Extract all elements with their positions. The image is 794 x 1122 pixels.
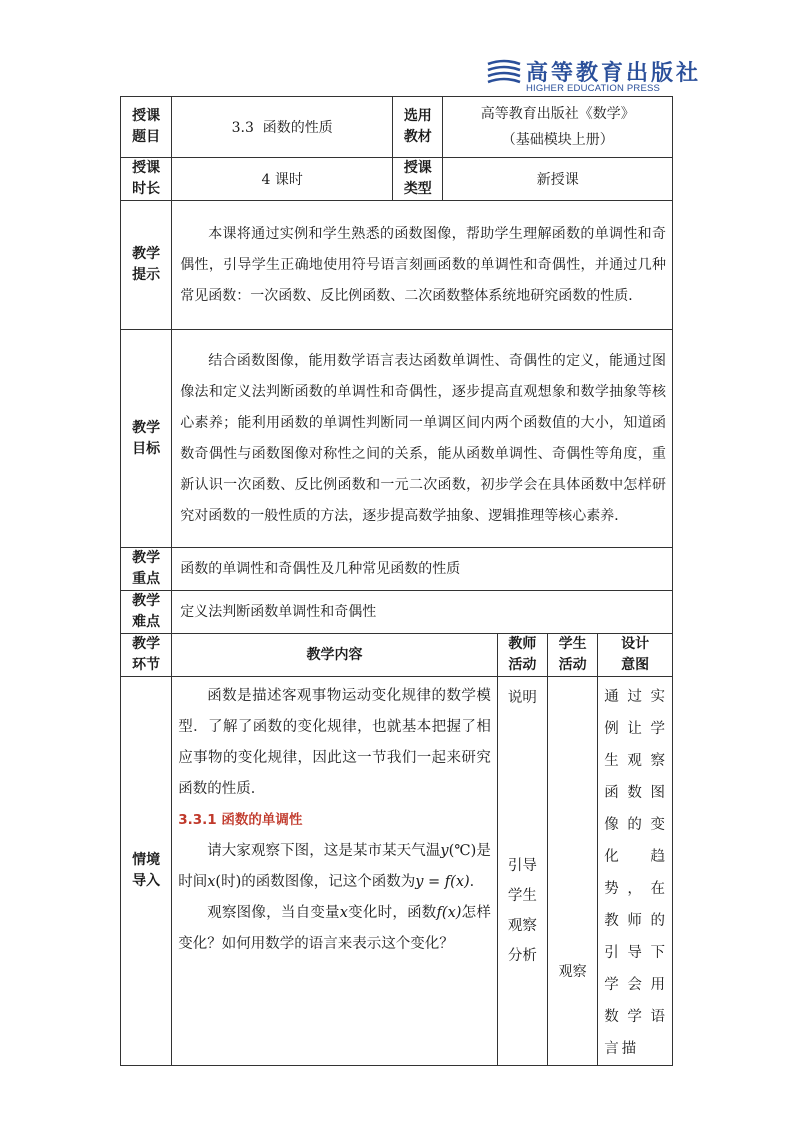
teacher-activity [497, 677, 547, 1066]
textbook-label: 选用 教材 [393, 97, 443, 158]
goal-label: 教学 目标 [121, 330, 172, 548]
textbook-line1: 高等教育出版社《数学》 [480, 106, 635, 122]
student-activity: 观察 [548, 677, 598, 1066]
goal-text: 结合函数图像，能用数学语言表达函数单调性、奇偶性的定义，能通过图像法和定义法判断函数的单调性和奇偶性，逐步提高直观想象和数学抽象等核心素养；能利用函数的单调性判断同一单调区间内两个函数值的大小，知道函数奇偶性与函数图像对称性之间的关系，能从函数单调性、奇偶性等角度，重新认识一次函数、反比例函数和一元二次函数，初步学会在具体函数中怎样研究对函数的一般性质的方法，逐步提高数学抽象、逻辑推理等核心素养． [172, 330, 673, 548]
lesson-paragraph-1: 函数是描述客观事物运动变化规律的数学模型．了解了函数的变化规律，也就基本把握了相应事物的变化规律，因此这一节我们一起来研究函数的性质． [178, 688, 491, 797]
duration-label: 授课 时长 [121, 158, 172, 201]
key-row [121, 548, 673, 591]
teacher-activity-2: 引导 学生 观察 分析 [507, 858, 537, 964]
section-heading: 3.3.1 函数的单调性 [178, 812, 303, 828]
lesson-stage: 情境 导入 [121, 677, 172, 1066]
col-student: 学生 活动 [548, 634, 598, 677]
goal-row [121, 330, 673, 548]
publisher-logo [486, 56, 702, 96]
col-stage: 教学 环节 [121, 634, 172, 677]
difficulty-row [121, 591, 673, 634]
hint-row [121, 201, 673, 330]
topic-row [121, 97, 673, 158]
hint-label: 教学 提示 [121, 201, 172, 330]
hint-text: 本课将通过实例和学生熟悉的函数图像，帮助学生理解函数的单调性和奇偶性，引导学生正确地使用符号语言刻画函数的单调性和奇偶性，并通过几种常见函数：一次函数、反比例函数、二次函数整体系统地研究函数的性质． [172, 201, 673, 330]
publisher-logo-icon [486, 58, 522, 88]
design-intent: 通过实例让学生观察函数图像的变化趋势，在教师的引导下学会用数学语言描 [598, 677, 673, 1066]
publisher-name-en: HIGHER EDUCATION PRESS [526, 83, 661, 94]
type-value: 新授课 [443, 158, 673, 201]
textbook-line2: （基础模块上册） [501, 132, 614, 148]
key-label: 教学 重点 [121, 548, 172, 591]
duration-value: 4 课时 [172, 158, 393, 201]
difficulty-text: 定义法判断函数单调性和奇偶性 [172, 591, 673, 634]
publisher-name-cn: 高等教育出版社 [526, 60, 702, 86]
topic-value: 3.3 函数的性质 [172, 97, 393, 158]
topic-label: 授课 题目 [121, 97, 172, 158]
lesson-plan-table [120, 96, 673, 1066]
col-content: 教学内容 [172, 634, 498, 677]
teacher-activity-1: 说明 [507, 690, 537, 706]
lesson-paragraph-2: 请大家观察下图，这是某市某天气温y(℃)是时间x(时)的函数图像，记这个函数为y = f(x)． [178, 843, 491, 890]
type-label: 授课 类型 [393, 158, 443, 201]
col-teacher: 教师 活动 [497, 634, 547, 677]
lesson-content [172, 677, 498, 1066]
lesson-row [121, 677, 673, 1066]
textbook-value [443, 97, 673, 158]
column-header-row [121, 634, 673, 677]
key-text: 函数的单调性和奇偶性及几种常见函数的性质 [172, 548, 673, 591]
duration-row [121, 158, 673, 201]
difficulty-label: 教学 难点 [121, 591, 172, 634]
col-design: 设计 意图 [598, 634, 673, 677]
lesson-paragraph-3: 观察图像，当自变量x变化时，函数f(x)怎样变化？如何用数学的语言来表示这个变化？ [178, 905, 491, 952]
